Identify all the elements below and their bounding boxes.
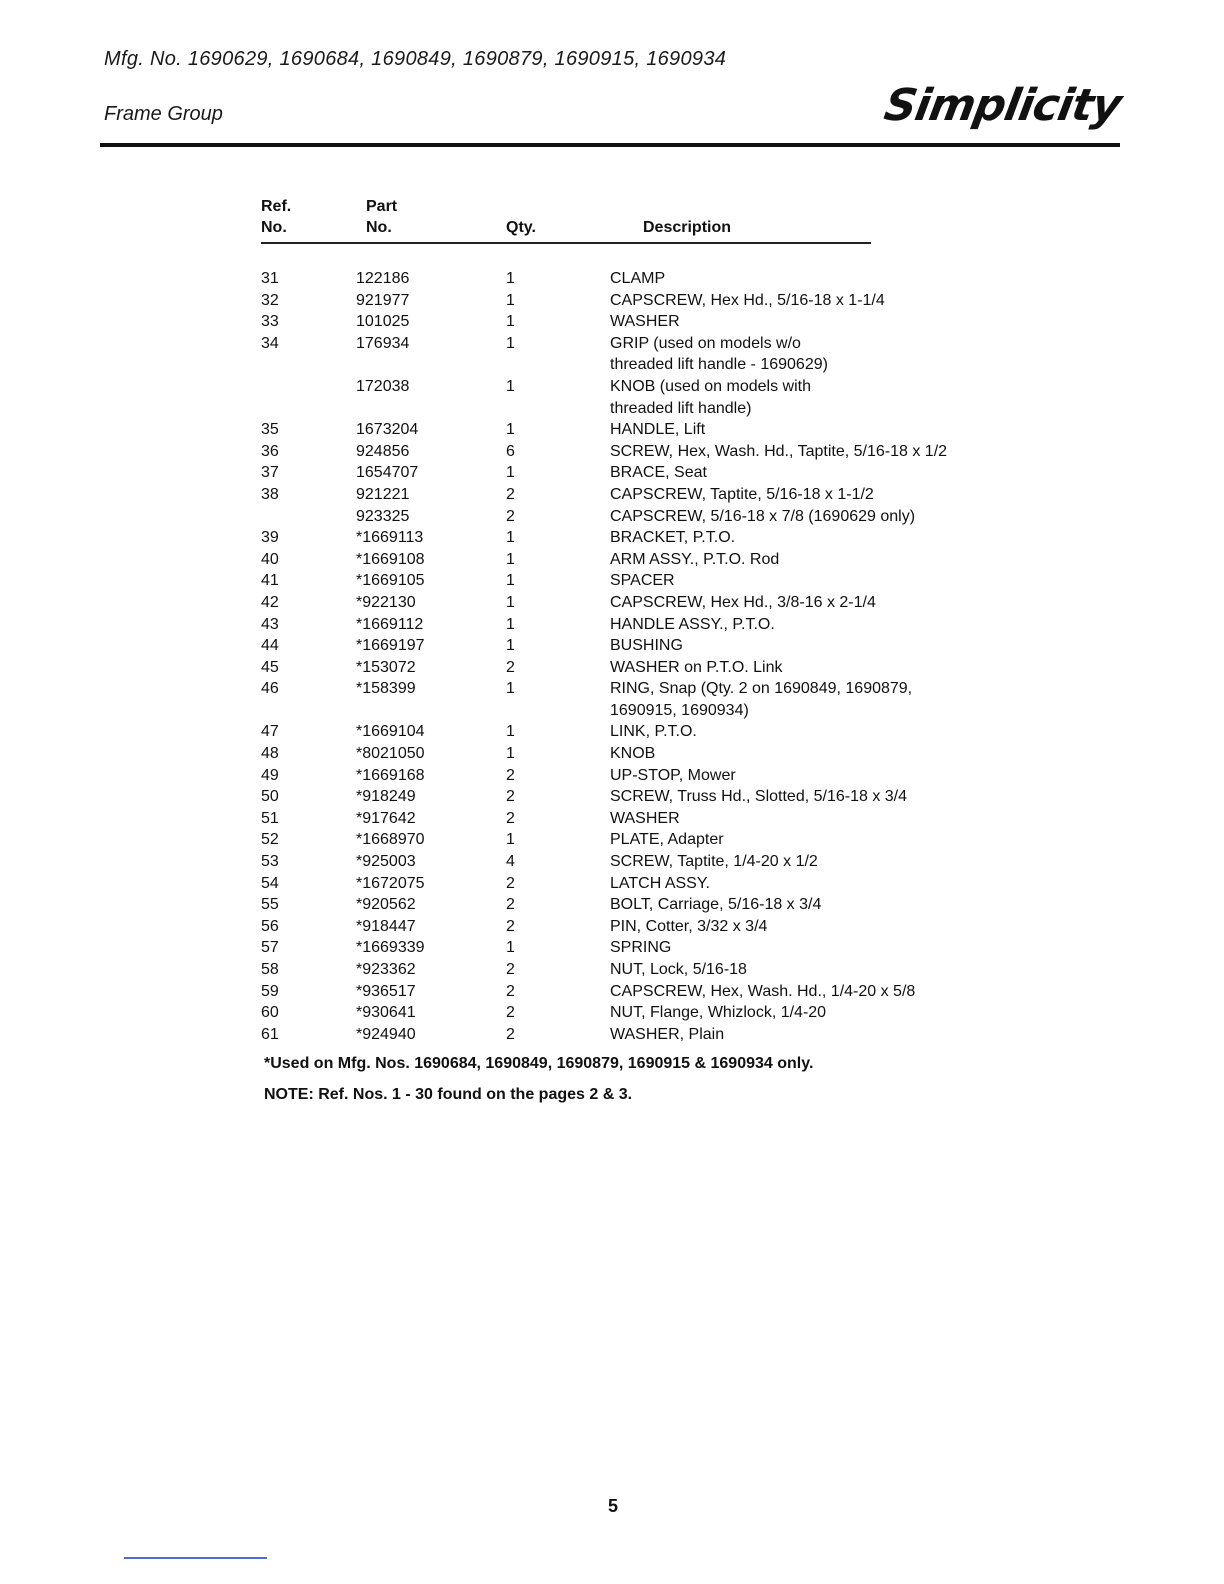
table-row (261, 678, 1021, 721)
ref-cell: 34 (261, 334, 279, 352)
description-cell: BRACE, Seat (610, 464, 707, 482)
table-row (261, 959, 1021, 981)
table-row (261, 635, 1021, 657)
part-no-cell: *1672075 (356, 874, 425, 892)
table-row (261, 333, 1021, 376)
part-no-cell: *936517 (356, 982, 416, 1000)
qty-cell: 1 (506, 593, 515, 611)
qty-cell: 4 (506, 853, 515, 871)
description-cell: SCREW, Truss Hd., Slotted, 5/16-18 x 3/4 (610, 788, 908, 806)
part-no-cell: 101025 (356, 313, 410, 331)
ref-cell: 35 (261, 421, 279, 439)
description-cell: UP-STOP, Mower (610, 766, 736, 784)
part-no-cell: 921977 (356, 291, 410, 309)
description-cell: CAPSCREW, Taptite, 5/16-18 x 1-1/2 (610, 485, 874, 503)
qty-cell: 1 (506, 334, 515, 352)
table-row (261, 441, 1021, 463)
qty-cell: 1 (506, 939, 515, 957)
description-cell: RING, Snap (Qty. 2 on 1690849, 1690879, 1690915, 1690934) (610, 680, 913, 719)
qty-cell: 6 (506, 442, 515, 460)
group-title: Frame Group (104, 103, 223, 125)
description-cell: SCREW, Taptite, 1/4-20 x 1/2 (610, 853, 818, 871)
ref-cell: 58 (261, 961, 279, 978)
table-row (261, 808, 1021, 830)
description-cell: LINK, P.T.O. (610, 723, 697, 741)
ref-cell: 36 (261, 442, 279, 460)
ref-cell: 47 (261, 723, 279, 741)
qty-cell: 1 (506, 313, 515, 331)
ref-cell: 52 (261, 831, 279, 849)
header-rule (100, 143, 1120, 147)
col-qty-header: Qty. (506, 219, 536, 236)
table-row (261, 743, 1021, 765)
description-cell: HANDLE, Lift (610, 421, 706, 439)
qty-cell: 2 (506, 1004, 515, 1022)
qty-cell: 2 (506, 961, 515, 978)
qty-cell: 2 (506, 809, 515, 827)
description-cell: SCREW, Hex, Wash. Hd., Taptite, 5/16-18 x 1/2 (610, 442, 948, 460)
table-row (261, 981, 1021, 1003)
ref-cell: 61 (261, 1025, 279, 1043)
table-body (261, 268, 1021, 1045)
table-row (261, 851, 1021, 873)
part-no-cell: *1669108 (356, 550, 425, 568)
description-cell: HANDLE ASSY., P.T.O. (610, 615, 775, 633)
ref-cell: 59 (261, 982, 279, 1000)
mfg-number-line: Mfg. No. 1690629, 1690684, 1690849, 1690879, 1690915, 1690934 (104, 48, 727, 70)
brand-logo: Simplicity (880, 80, 1125, 131)
table-row (261, 916, 1021, 938)
qty-cell: 1 (506, 680, 515, 698)
note: NOTE: Ref. Nos. 1 - 30 found on the pages 2 & 3. (264, 1086, 633, 1103)
part-no-cell: *153072 (356, 658, 416, 676)
qty-cell: 1 (506, 291, 515, 309)
part-no-cell: *918447 (356, 917, 416, 935)
qty-cell: 1 (506, 377, 515, 395)
description-cell: PIN, Cotter, 3/32 x 3/4 (610, 917, 768, 935)
qty-cell: 1 (506, 637, 515, 655)
part-no-cell: *918249 (356, 788, 416, 806)
description-cell: ARM ASSY., P.T.O. Rod (610, 550, 780, 568)
description-cell: GRIP (used on models w/o threaded lift handle - 1690629) (610, 334, 828, 374)
table-header (261, 196, 1021, 246)
description-cell: WASHER (610, 809, 680, 827)
part-no-cell: 1673204 (356, 421, 419, 439)
description-cell: BRACKET, P.T.O. (610, 529, 736, 547)
ref-cell: 37 (261, 464, 279, 482)
description-cell: WASHER, Plain (610, 1025, 725, 1043)
description-cell: SPACER (610, 572, 675, 590)
col-ref-header: Ref. No. (261, 198, 292, 236)
description-cell: KNOB (610, 745, 656, 763)
part-no-cell: *925003 (356, 853, 416, 871)
table-row (261, 657, 1021, 679)
table-row (261, 419, 1021, 441)
part-no-cell: *1669197 (356, 637, 425, 655)
part-no-cell: 1654707 (356, 464, 419, 482)
scan-artifact-line (124, 1557, 267, 1559)
qty-cell: 2 (506, 658, 515, 676)
part-no-cell: *1669104 (356, 723, 425, 741)
part-no-cell: *924940 (356, 1025, 416, 1043)
table-row (261, 462, 1021, 484)
qty-cell: 2 (506, 917, 515, 935)
part-no-cell: 172038 (356, 377, 410, 395)
ref-cell: 39 (261, 529, 279, 547)
part-no-cell: 921221 (356, 485, 410, 503)
ref-cell: 38 (261, 485, 279, 503)
description-cell: BUSHING (610, 637, 683, 655)
ref-cell: 46 (261, 680, 279, 698)
qty-cell: 1 (506, 615, 515, 633)
part-no-cell: *923362 (356, 961, 416, 978)
table-row (261, 549, 1021, 571)
table-row (261, 484, 1021, 506)
description-cell: CAPSCREW, Hex Hd., 5/16-18 x 1-1/4 (610, 291, 885, 309)
part-no-cell: *1669168 (356, 766, 425, 784)
qty-cell: 2 (506, 507, 515, 525)
table-row (261, 894, 1021, 916)
ref-cell: 33 (261, 313, 279, 331)
part-no-cell: *1669112 (356, 615, 424, 633)
qty-cell: 1 (506, 421, 515, 439)
part-no-cell: *920562 (356, 896, 416, 914)
ref-cell: 48 (261, 745, 279, 763)
table-row (261, 786, 1021, 808)
ref-cell: 43 (261, 615, 279, 633)
description-cell: NUT, Lock, 5/16-18 (610, 961, 747, 978)
ref-cell: 57 (261, 939, 279, 957)
ref-cell: 54 (261, 874, 279, 892)
part-no-cell: 924856 (356, 442, 410, 460)
description-cell: NUT, Flange, Whizlock, 1/4-20 (610, 1004, 827, 1022)
qty-cell: 2 (506, 766, 515, 784)
table-row (261, 1024, 1021, 1046)
qty-cell: 1 (506, 723, 515, 741)
table-row (261, 290, 1021, 312)
part-no-cell: *917642 (356, 809, 416, 827)
part-no-cell: *8021050 (356, 745, 425, 763)
table-row (261, 1002, 1021, 1024)
qty-cell: 1 (506, 529, 515, 547)
qty-cell: 2 (506, 788, 515, 806)
parts-table (261, 196, 1021, 1045)
page-number: 5 (608, 1496, 619, 1516)
col-description-header: Description (643, 219, 732, 236)
description-cell: PLATE, Adapter (610, 831, 724, 849)
ref-cell: 32 (261, 291, 279, 309)
qty-cell: 1 (506, 550, 515, 568)
ref-cell: 50 (261, 788, 279, 806)
part-no-cell: *1669105 (356, 572, 425, 590)
qty-cell: 1 (506, 745, 515, 763)
ref-cell: 41 (261, 572, 279, 590)
part-no-cell: *1669113 (356, 529, 424, 547)
description-cell: SPRING (610, 939, 672, 957)
qty-cell: 2 (506, 485, 515, 503)
table-row (261, 506, 1021, 528)
table-row (261, 614, 1021, 636)
ref-cell: 49 (261, 766, 279, 784)
qty-cell: 2 (506, 896, 515, 914)
ref-cell: 42 (261, 593, 279, 611)
table-row (261, 765, 1021, 787)
ref-cell: 51 (261, 809, 279, 827)
part-no-cell: 176934 (356, 334, 410, 352)
description-cell: CAPSCREW, 5/16-18 x 7/8 (1690629 only) (610, 507, 916, 525)
qty-cell: 2 (506, 874, 515, 892)
footnote: *Used on Mfg. Nos. 1690684, 1690849, 1690879, 1690915 & 1690934 only. (264, 1055, 814, 1072)
ref-cell: 31 (261, 270, 279, 287)
part-no-cell: *1669339 (356, 939, 425, 957)
table-row (261, 721, 1021, 743)
qty-cell: 1 (506, 270, 515, 287)
ref-cell: 55 (261, 896, 279, 914)
description-cell: CAPSCREW, Hex, Wash. Hd., 1/4-20 x 5/8 (610, 982, 916, 1000)
table-row (261, 268, 1021, 290)
ref-cell: 56 (261, 917, 279, 935)
qty-cell: 2 (506, 1025, 515, 1043)
qty-cell: 1 (506, 831, 515, 849)
part-no-cell: 923325 (356, 507, 410, 525)
table-row (261, 829, 1021, 851)
col-part-header: Part No. (366, 198, 398, 236)
ref-cell: 60 (261, 1004, 279, 1022)
description-cell: WASHER on P.T.O. Link (610, 658, 783, 676)
table-row (261, 873, 1021, 895)
description-cell: KNOB (used on models with threaded lift handle) (610, 377, 811, 417)
part-no-cell: 122186 (356, 270, 410, 287)
part-no-cell: *158399 (356, 680, 416, 698)
qty-cell: 2 (506, 982, 515, 1000)
table-row (261, 937, 1021, 959)
header-underline (261, 242, 871, 244)
description-cell: CAPSCREW, Hex Hd., 3/8-16 x 2-1/4 (610, 593, 876, 611)
description-cell: CLAMP (610, 270, 666, 287)
table-row (261, 376, 1021, 419)
table-row (261, 527, 1021, 549)
part-no-cell: *1668970 (356, 831, 425, 849)
table-row (261, 592, 1021, 614)
qty-cell: 1 (506, 464, 515, 482)
ref-cell: 45 (261, 658, 279, 676)
description-cell: LATCH ASSY. (610, 874, 710, 892)
description-cell: BOLT, Carriage, 5/16-18 x 3/4 (610, 896, 822, 914)
part-no-cell: *930641 (356, 1004, 416, 1022)
qty-cell: 1 (506, 572, 515, 590)
ref-cell: 44 (261, 637, 279, 655)
part-no-cell: *922130 (356, 593, 416, 611)
ref-cell: 40 (261, 550, 279, 568)
table-row (261, 570, 1021, 592)
table-row (261, 311, 1021, 333)
ref-cell: 53 (261, 853, 279, 871)
description-cell: WASHER (610, 313, 680, 331)
